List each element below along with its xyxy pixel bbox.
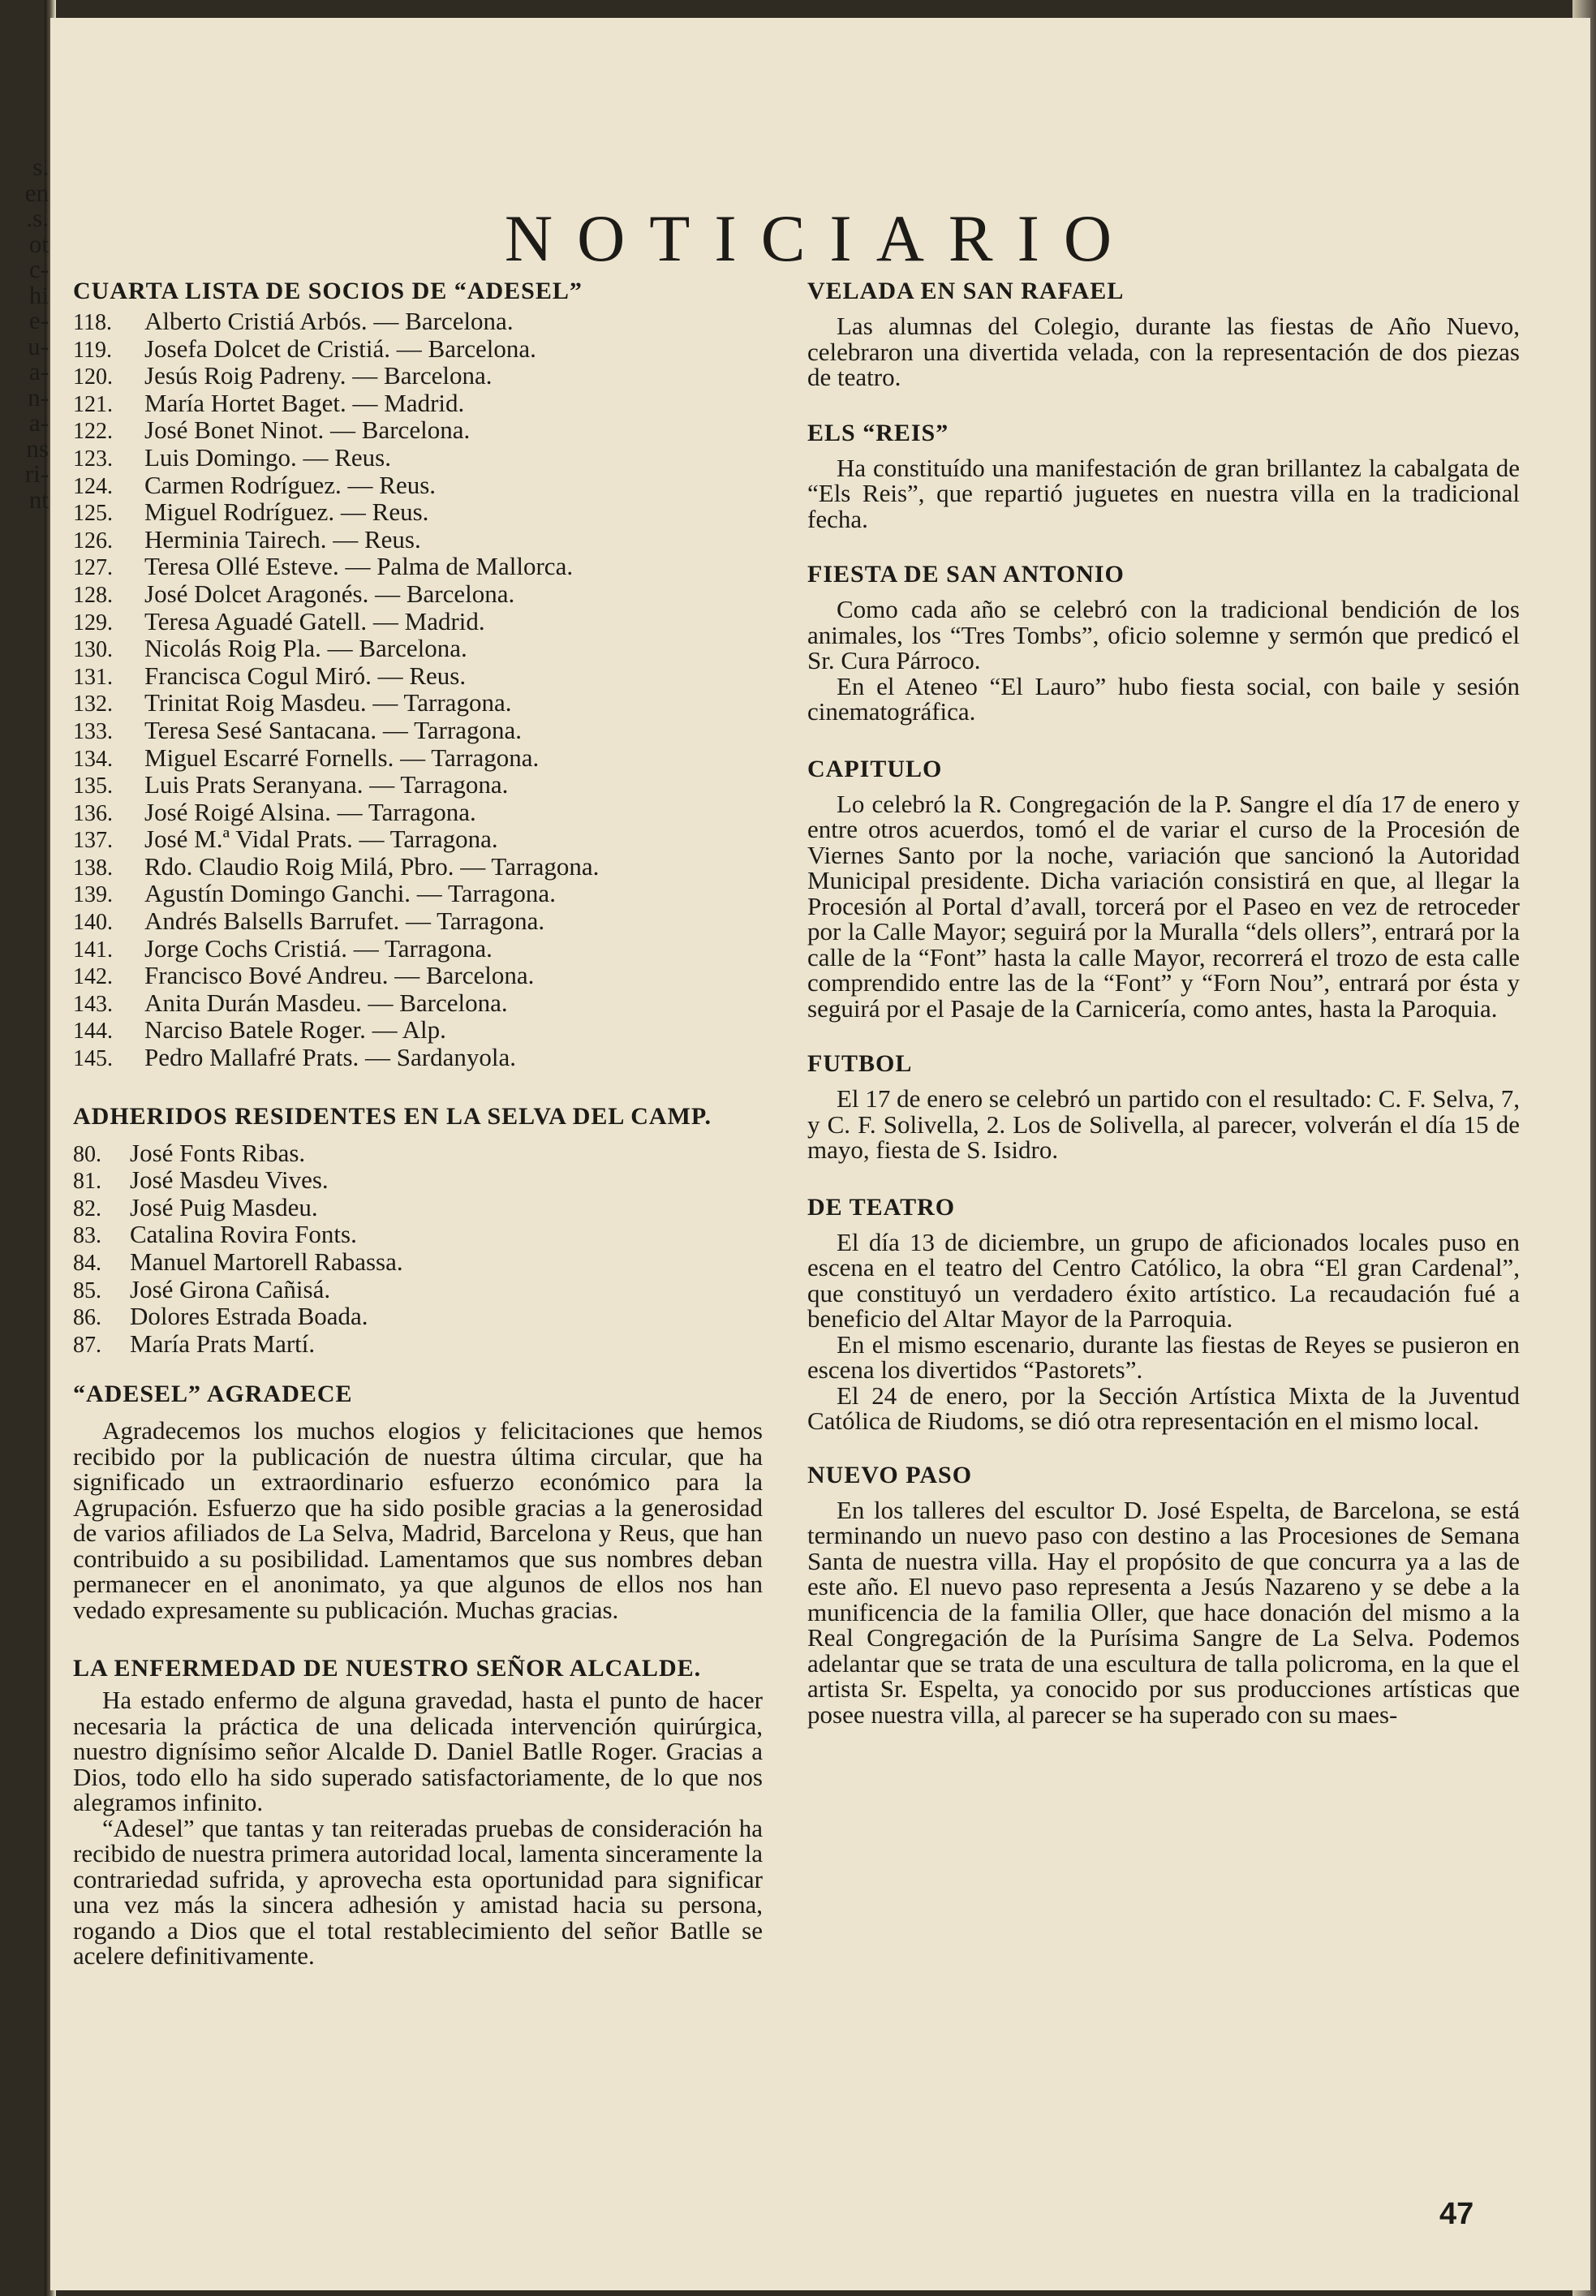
section-heading: NUEVO PASO — [807, 1461, 973, 1488]
item-number: 81. — [73, 1169, 101, 1195]
socios-list — [73, 308, 763, 1072]
list-item — [73, 363, 763, 390]
item-text: José Girona Cañisá. — [130, 1274, 331, 1303]
list-item — [73, 308, 763, 336]
item-text: Agustín Domingo Ganchi. — Tarragona. — [144, 879, 556, 908]
item-text: Narciso Batele Roger. — Alp. — [144, 1015, 446, 1045]
section-body — [807, 1086, 1520, 1163]
list-item — [73, 1274, 763, 1304]
list-item — [73, 851, 763, 881]
item-number: 143. — [73, 991, 113, 1017]
news-section — [807, 1463, 1520, 1728]
news-section — [807, 757, 1520, 1022]
item-number: 84. — [73, 1251, 101, 1276]
agradece-body — [73, 1418, 763, 1622]
list-item — [73, 417, 763, 445]
item-text: José Masdeu Vives. — [130, 1165, 329, 1195]
item-number: 83. — [73, 1223, 101, 1249]
item-number: 139. — [73, 882, 113, 908]
item-number: 85. — [73, 1277, 101, 1303]
item-text: Jesús Roig Padreny. — Barcelona. — [144, 361, 493, 390]
list-item — [73, 663, 763, 691]
fragment-line: u- — [28, 333, 49, 359]
item-number: 132. — [73, 691, 113, 717]
item-number: 126. — [73, 528, 113, 554]
item-text: Luis Prats Seranyana. — Tarragona. — [144, 770, 509, 799]
item-text: José Fonts Ribas. — [130, 1138, 306, 1167]
paragraph: En el mismo escenario, durante las fiestas de Reyes se pusieron en escena los divertidos “Pastorets”. — [807, 1329, 1520, 1384]
item-text: Pedro Mallafré Prats. — Sardanyola. — [144, 1043, 516, 1072]
item-text: Teresa Ollé Esteve. — Palma de Mallorca. — [144, 552, 574, 581]
section-heading: LA ENFERMEDAD DE NUESTRO SEÑOR ALCALDE. — [73, 1655, 702, 1682]
item-text: Francisco Bové Andreu. — Barcelona. — [144, 961, 535, 990]
list-item — [73, 1017, 763, 1045]
list-item — [73, 690, 763, 717]
section-body — [807, 1497, 1520, 1728]
paragraph: Agradecemos los muchos elogios y felicitaciones que hemos recibido por la publicación de nuestra última circular, que ha significado un extraordinario esfuerzo económico para la Agrupación. Esfuerzo que ha sido posible gracias a la generosidad de varios afiliados de La Selva, Madrid, Barcelona y Reus, que han contribuido a su posibilidad. Lamentamos que sus nombres deban permanecer en el anonimato, ya que algunos de ellos nos han vedado expresamente su publicación. Muchas gracias. — [73, 1416, 763, 1624]
list-item — [73, 442, 763, 472]
item-text: Manuel Martorell Rabassa. — [130, 1247, 403, 1276]
news-section — [807, 1052, 1520, 1163]
item-number: 142. — [73, 964, 113, 990]
list-item — [73, 963, 763, 990]
list-item — [73, 1331, 763, 1359]
page-title: NOTICIARIO — [504, 200, 1137, 275]
item-text: Nicolás Roig Pla. — Barcelona. — [144, 634, 467, 663]
paragraph: Las alumnas del Colegio, durante las fiestas de Año Nuevo, celebraron una divertida velada, con la representación de dos piezas de teatro. — [807, 312, 1520, 391]
list-item — [73, 524, 763, 554]
item-text: Andrés Balsells Barrufet. — Tarragona. — [144, 907, 545, 936]
item-text: Miguel Escarré Fornells. — Tarragona. — [144, 743, 540, 772]
section-heading: CAPITULO — [807, 755, 943, 782]
fragment-line: ns — [26, 435, 49, 461]
item-number: 121. — [73, 391, 113, 417]
list-item — [73, 390, 763, 418]
fragment-line: ri- — [24, 461, 49, 487]
item-text: Josefa Dolcet de Cristiá. — Barcelona. — [144, 334, 536, 363]
item-number: 133. — [73, 718, 113, 744]
news-section — [807, 279, 1520, 390]
fragment-line: hi — [28, 282, 49, 308]
section-heading: VELADA EN SAN RAFAEL — [807, 278, 1125, 304]
fragment-line: c- — [28, 256, 49, 282]
item-number: 119. — [73, 337, 112, 363]
item-text: María Prats Martí. — [130, 1329, 316, 1358]
fragment-line: n- — [28, 384, 49, 410]
list-item — [73, 635, 763, 663]
adheridos-list — [73, 1140, 763, 1359]
fragment-line: .s. — [26, 205, 49, 231]
item-number: 130. — [73, 637, 113, 663]
item-number: 123. — [73, 446, 113, 472]
fragment-line: nt — [28, 486, 49, 512]
section-body — [807, 597, 1520, 725]
paragraph: Lo celebró la R. Congregación de la P. Sangre el día 17 de enero y entre otros acuerdos, tomó el de variar el curso de la Procesión de Viernes Santo por la noche, variación que sancionó la Autoridad Municipal presidente. Dicha variación consistirá en que, al llegar la Procesión al Portal d’avall, torcerá por el Paseo en vez de retroceder por la Calle Mayor; seguirá por la Muralla “dels ollers”, entrará por la calle de la “Font” hasta la calle Mayor, recorrerá el trozo de esta calle comprendido entre las de la “Font” y “Forn Nou”, entrará por ésta y seguirá por el Pasaje de la Carnicería, como antes, hasta la Paroquia. — [807, 789, 1520, 1023]
item-number: 128. — [73, 582, 113, 608]
news-section — [807, 421, 1520, 532]
item-number: 122. — [73, 419, 113, 445]
item-text: Miguel Rodríguez. — Reus. — [144, 498, 429, 527]
item-number: 145. — [73, 1046, 113, 1072]
paragraph: En el Ateneo “El Lauro” hubo fiesta social, con baile y sesión cinematográfica. — [807, 671, 1520, 726]
magazine-page — [50, 18, 1590, 2290]
item-text: Jorge Cochs Cristiá. — Tarragona. — [144, 933, 493, 963]
list-item — [73, 1221, 763, 1249]
item-number: 120. — [73, 364, 113, 390]
previous-page-fragment — [0, 154, 49, 512]
item-number: 144. — [73, 1019, 113, 1045]
paragraph: Ha constituído una manifestación de gran brillantez la cabalgata de “Els Reis”, que repartió juguetes en nuestra villa en la tradicional fecha. — [807, 453, 1520, 533]
paragraph: Ha estado enfermo de alguna gravedad, hasta el punto de hacer necesaria la práctica de una delicada intervención quirúrgica, nuestro dignísimo señor Alcalde D. Daniel Batlle Roger. Gracias a Dios, todo ello ha sido superado satisfactoriamente, de lo que nos alegramos infinito. — [73, 1686, 763, 1817]
item-text: Alberto Cristiá Arbós. — Barcelona. — [144, 307, 514, 335]
list-item — [73, 581, 763, 609]
section-heading: ADHERIDOS RESIDENTES EN LA SELVA DEL CAMP. — [73, 1102, 712, 1130]
paragraph: Como cada año se celebró con la tradicional bendición de los animales, los “Tres Tombs”, oficio solemne y sermón que predicó el Sr. Cura Párroco. — [807, 595, 1520, 674]
section-body — [807, 455, 1520, 532]
item-number: 134. — [73, 746, 113, 772]
list-item — [73, 772, 763, 799]
section-body — [807, 791, 1520, 1022]
fragment-line: a- — [28, 359, 49, 385]
enfermedad-body — [73, 1687, 763, 1969]
item-number: 141. — [73, 937, 113, 963]
list-item — [73, 606, 763, 636]
paragraph: En los talleres del escultor D. José Espelta, de Barcelona, se está terminando un nuevo paso con destino a las Procesiones de Semana Santa de nuestra villa. Hay el propósito de que concurra ya a las de este año. El nuevo paso representa a Jesús Nazareno y se debe a la munificencia de la familia Oller, que hace donación del mismo a la Real Congregación de la Purísima Sangre de La Selva. Podemos adelantar que se trata de una escultura de talla policroma, en la que el artista Sr. Espelta, ya conocido por sus producciones artísticas que posee nuestra villa, al parecer se ha superado con su maes- — [807, 1495, 1520, 1729]
section-heading: CUARTA LISTA DE SOCIOS DE “ADESEL” — [73, 278, 583, 304]
fragment-line: a- — [28, 410, 49, 436]
adheridos-section — [73, 1102, 763, 1359]
section-body — [807, 1227, 1520, 1435]
item-text: Teresa Aguadé Gatell. — Madrid. — [144, 606, 485, 635]
item-text: María Hortet Baget. — Madrid. — [144, 388, 465, 417]
paragraph: “Adesel” que tantas y tan reiteradas pruebas de consideración ha recibido de nuestra primera autoridad local, lamenta sinceramente la contrariedad sufrida, y aprovecha esta oportunidad para significar una vez más la sincera adhesión y amistad hacia su persona, rogando a Dios que el total restablecimiento del señor Batlle se acelere definitivamente. — [73, 1813, 763, 1971]
item-text: José Bonet Ninot. — Barcelona. — [144, 416, 471, 445]
item-text: Trinitat Roig Masdeu. — Tarragona. — [144, 688, 512, 717]
item-text: Luis Domingo. — Reus. — [144, 442, 391, 472]
item-number: 135. — [73, 773, 113, 799]
list-item — [73, 1249, 763, 1277]
right-column — [807, 279, 1520, 1727]
item-number: 129. — [73, 610, 113, 635]
page-number: 47 — [1439, 2197, 1474, 2231]
list-item — [73, 1167, 763, 1195]
section-heading: DE TEATRO — [807, 1193, 956, 1221]
list-item — [73, 826, 763, 854]
list-item — [73, 933, 763, 963]
list-item — [73, 499, 763, 527]
section-heading: ELS “REIS” — [807, 419, 949, 446]
item-text: José Roigé Alsina. — Tarragona. — [144, 797, 476, 826]
list-item — [73, 717, 763, 745]
list-item — [73, 881, 763, 908]
fragment-line: en — [24, 179, 49, 205]
item-number: 140. — [73, 910, 113, 936]
item-number: 80. — [73, 1141, 101, 1167]
item-text: José Puig Masdeu. — [130, 1192, 318, 1221]
agradece-section — [73, 1382, 763, 1622]
left-column — [73, 279, 763, 1969]
list-item — [73, 336, 763, 364]
list-item — [73, 1045, 763, 1072]
fragment-line: e- — [28, 308, 49, 334]
item-text: Rdo. Claudio Roig Milá, Pbro. — Tarragona. — [144, 851, 600, 881]
item-text: Dolores Estrada Boada. — [130, 1302, 368, 1331]
paragraph: El 24 de enero, por la Sección Artística Mixta de la Juventud Católica de Riudoms, se dió otra representación en el mismo local. — [807, 1381, 1520, 1435]
list-item — [73, 472, 763, 500]
item-number: 86. — [73, 1305, 101, 1331]
list-item — [73, 799, 763, 827]
news-section — [807, 562, 1520, 725]
item-number: 138. — [73, 855, 113, 881]
item-text: Anita Durán Masdeu. — Barcelona. — [144, 988, 508, 1017]
list-item — [73, 1140, 763, 1168]
item-number: 124. — [73, 473, 113, 499]
list-item — [73, 745, 763, 773]
enfermedad-section — [73, 1656, 763, 1969]
item-text: Francisca Cogul Miró. — Reus. — [144, 661, 467, 690]
item-number: 118. — [73, 310, 112, 335]
item-text: Herminia Tairech. — Reus. — [144, 524, 421, 554]
item-number: 131. — [73, 664, 113, 690]
fragment-line: ot — [28, 230, 49, 256]
item-text: Catalina Rovira Fonts. — [130, 1220, 357, 1249]
item-number: 82. — [73, 1195, 101, 1221]
paragraph: El 17 de enero se celebró un partido con el resultado: C. F. Selva, 7, y C. F. Solivella, 2. Los de Solivella, al parecer, volverán el día 15 de mayo, fiesta de S. Isidro. — [807, 1084, 1520, 1164]
item-number: 136. — [73, 800, 113, 826]
item-number: 137. — [73, 828, 113, 854]
item-text: José M.ª Vidal Prats. — Tarragona. — [144, 825, 498, 854]
list-item — [73, 1303, 763, 1331]
section-body — [807, 313, 1520, 390]
section-heading: “ADESEL” AGRADECE — [73, 1381, 353, 1408]
item-number: 125. — [73, 501, 113, 527]
item-text: Carmen Rodríguez. — Reus. — [144, 470, 437, 499]
list-item — [73, 990, 763, 1018]
item-text: José Dolcet Aragonés. — Barcelona. — [144, 579, 515, 608]
news-section — [807, 1195, 1520, 1434]
list-item — [73, 908, 763, 936]
item-text: Teresa Sesé Santacana. — Tarragona. — [144, 715, 523, 744]
socios-section — [73, 279, 763, 1072]
list-item — [73, 1192, 763, 1222]
fragment-line: s. — [32, 154, 49, 180]
section-heading: FUTBOL — [807, 1050, 913, 1077]
item-number: 87. — [73, 1332, 101, 1358]
item-number: 127. — [73, 555, 113, 581]
list-item — [73, 554, 763, 581]
section-heading: FIESTA DE SAN ANTONIO — [807, 561, 1125, 588]
paragraph: El día 13 de diciembre, un grupo de aficionados locales puso en escena en el teatro del Centro Católico, la obra “El gran Cardenal”, que constituyó un verdadero éxito artístico. La recaudación fué a beneficio del Altar Mayor de la Parroquia. — [807, 1227, 1520, 1333]
